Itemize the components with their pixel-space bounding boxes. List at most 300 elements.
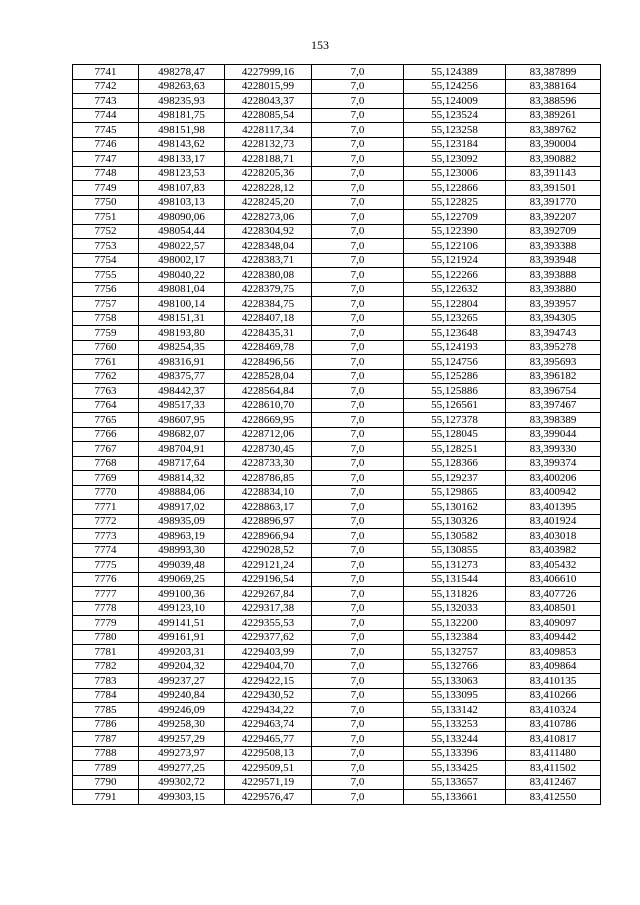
x-coordinate-cell: 498054,44	[139, 224, 225, 239]
x-coordinate-cell: 498081,04	[139, 282, 225, 297]
value-cell: 7,0	[312, 471, 404, 486]
y-coordinate-cell: 4228733,30	[225, 456, 312, 471]
point-number-cell: 7787	[73, 732, 139, 747]
latitude-cell: 55,131273	[404, 558, 506, 573]
point-number-cell: 7789	[73, 761, 139, 776]
y-coordinate-cell: 4228043,37	[225, 94, 312, 109]
x-coordinate-cell: 498375,77	[139, 369, 225, 384]
value-cell: 7,0	[312, 587, 404, 602]
latitude-cell: 55,133142	[404, 703, 506, 718]
value-cell: 7,0	[312, 674, 404, 689]
longitude-cell: 83,406610	[506, 572, 601, 587]
point-number-cell: 7768	[73, 456, 139, 471]
table-row	[73, 543, 601, 558]
latitude-cell: 55,127378	[404, 413, 506, 428]
value-cell: 7,0	[312, 485, 404, 500]
y-coordinate-cell: 4228669,95	[225, 413, 312, 428]
table-row	[73, 253, 601, 268]
y-coordinate-cell: 4229121,24	[225, 558, 312, 573]
table-row	[73, 355, 601, 370]
x-coordinate-cell: 499273,97	[139, 746, 225, 761]
latitude-cell: 55,124193	[404, 340, 506, 355]
latitude-cell: 55,133244	[404, 732, 506, 747]
point-number-cell: 7779	[73, 616, 139, 631]
y-coordinate-cell: 4228379,75	[225, 282, 312, 297]
value-cell: 7,0	[312, 717, 404, 732]
longitude-cell: 83,407726	[506, 587, 601, 602]
x-coordinate-cell: 498107,83	[139, 181, 225, 196]
latitude-cell: 55,129237	[404, 471, 506, 486]
longitude-cell: 83,391501	[506, 181, 601, 196]
value-cell: 7,0	[312, 630, 404, 645]
x-coordinate-cell: 498993,30	[139, 543, 225, 558]
point-number-cell: 7750	[73, 195, 139, 210]
value-cell: 7,0	[312, 558, 404, 573]
point-number-cell: 7772	[73, 514, 139, 529]
y-coordinate-cell: 4227999,16	[225, 65, 312, 80]
y-coordinate-cell: 4228786,85	[225, 471, 312, 486]
latitude-cell: 55,133253	[404, 717, 506, 732]
y-coordinate-cell: 4229434,22	[225, 703, 312, 718]
y-coordinate-cell: 4228348,04	[225, 239, 312, 254]
latitude-cell: 55,125286	[404, 369, 506, 384]
x-coordinate-cell: 499246,09	[139, 703, 225, 718]
value-cell: 7,0	[312, 761, 404, 776]
x-coordinate-cell: 499100,36	[139, 587, 225, 602]
x-coordinate-cell: 498316,91	[139, 355, 225, 370]
x-coordinate-cell: 498123,53	[139, 166, 225, 181]
value-cell: 7,0	[312, 181, 404, 196]
longitude-cell: 83,409097	[506, 616, 601, 631]
longitude-cell: 83,398389	[506, 413, 601, 428]
value-cell: 7,0	[312, 65, 404, 80]
x-coordinate-cell: 499161,91	[139, 630, 225, 645]
longitude-cell: 83,409442	[506, 630, 601, 645]
x-coordinate-cell: 498607,95	[139, 413, 225, 428]
y-coordinate-cell: 4228896,97	[225, 514, 312, 529]
longitude-cell: 83,388596	[506, 94, 601, 109]
point-number-cell: 7791	[73, 790, 139, 805]
value-cell: 7,0	[312, 340, 404, 355]
longitude-cell: 83,399374	[506, 456, 601, 471]
latitude-cell: 55,130326	[404, 514, 506, 529]
longitude-cell: 83,410266	[506, 688, 601, 703]
latitude-cell: 55,133657	[404, 775, 506, 790]
longitude-cell: 83,387899	[506, 65, 601, 80]
latitude-cell: 55,129865	[404, 485, 506, 500]
point-number-cell: 7770	[73, 485, 139, 500]
x-coordinate-cell: 499203,31	[139, 645, 225, 660]
point-number-cell: 7758	[73, 311, 139, 326]
longitude-cell: 83,408501	[506, 601, 601, 616]
point-number-cell: 7741	[73, 65, 139, 80]
table-row	[73, 529, 601, 544]
latitude-cell: 55,130582	[404, 529, 506, 544]
table-row	[73, 572, 601, 587]
longitude-cell: 83,409853	[506, 645, 601, 660]
y-coordinate-cell: 4228085,54	[225, 108, 312, 123]
y-coordinate-cell: 4228469,78	[225, 340, 312, 355]
value-cell: 7,0	[312, 239, 404, 254]
longitude-cell: 83,393888	[506, 268, 601, 283]
longitude-cell: 83,410135	[506, 674, 601, 689]
x-coordinate-cell: 498235,93	[139, 94, 225, 109]
y-coordinate-cell: 4228966,94	[225, 529, 312, 544]
latitude-cell: 55,133425	[404, 761, 506, 776]
table-row	[73, 340, 601, 355]
table-row	[73, 601, 601, 616]
table-row	[73, 717, 601, 732]
point-number-cell: 7753	[73, 239, 139, 254]
latitude-cell: 55,122390	[404, 224, 506, 239]
latitude-cell: 55,124756	[404, 355, 506, 370]
point-number-cell: 7749	[73, 181, 139, 196]
y-coordinate-cell: 4229430,52	[225, 688, 312, 703]
y-coordinate-cell: 4229571,19	[225, 775, 312, 790]
longitude-cell: 83,394305	[506, 311, 601, 326]
value-cell: 7,0	[312, 529, 404, 544]
point-number-cell: 7766	[73, 427, 139, 442]
table-row	[73, 181, 601, 196]
y-coordinate-cell: 4229576,47	[225, 790, 312, 805]
value-cell: 7,0	[312, 790, 404, 805]
point-number-cell: 7790	[73, 775, 139, 790]
latitude-cell: 55,121924	[404, 253, 506, 268]
table-row	[73, 703, 601, 718]
table-row	[73, 746, 601, 761]
table-row	[73, 558, 601, 573]
longitude-cell: 83,389762	[506, 123, 601, 138]
latitude-cell: 55,133095	[404, 688, 506, 703]
x-coordinate-cell: 499302,72	[139, 775, 225, 790]
x-coordinate-cell: 499240,84	[139, 688, 225, 703]
y-coordinate-cell: 4228383,71	[225, 253, 312, 268]
value-cell: 7,0	[312, 398, 404, 413]
table-row	[73, 123, 601, 138]
x-coordinate-cell: 499303,15	[139, 790, 225, 805]
x-coordinate-cell: 498002,17	[139, 253, 225, 268]
y-coordinate-cell: 4229317,38	[225, 601, 312, 616]
point-number-cell: 7756	[73, 282, 139, 297]
table-row	[73, 152, 601, 167]
point-number-cell: 7788	[73, 746, 139, 761]
latitude-cell: 55,123258	[404, 123, 506, 138]
latitude-cell: 55,123184	[404, 137, 506, 152]
latitude-cell: 55,130855	[404, 543, 506, 558]
point-number-cell: 7760	[73, 340, 139, 355]
latitude-cell: 55,126561	[404, 398, 506, 413]
value-cell: 7,0	[312, 746, 404, 761]
table-row	[73, 761, 601, 776]
x-coordinate-cell: 498100,14	[139, 297, 225, 312]
y-coordinate-cell: 4228435,31	[225, 326, 312, 341]
longitude-cell: 83,391143	[506, 166, 601, 181]
point-number-cell: 7769	[73, 471, 139, 486]
latitude-cell: 55,131826	[404, 587, 506, 602]
table-row	[73, 224, 601, 239]
longitude-cell: 83,388164	[506, 79, 601, 94]
value-cell: 7,0	[312, 282, 404, 297]
point-number-cell: 7745	[73, 123, 139, 138]
y-coordinate-cell: 4228730,45	[225, 442, 312, 457]
longitude-cell: 83,393388	[506, 239, 601, 254]
value-cell: 7,0	[312, 514, 404, 529]
latitude-cell: 55,132766	[404, 659, 506, 674]
value-cell: 7,0	[312, 601, 404, 616]
latitude-cell: 55,132384	[404, 630, 506, 645]
table-row	[73, 239, 601, 254]
point-number-cell: 7774	[73, 543, 139, 558]
x-coordinate-cell: 498935,09	[139, 514, 225, 529]
point-number-cell: 7785	[73, 703, 139, 718]
value-cell: 7,0	[312, 703, 404, 718]
point-number-cell: 7748	[73, 166, 139, 181]
latitude-cell: 55,132200	[404, 616, 506, 631]
table-row	[73, 790, 601, 805]
point-number-cell: 7752	[73, 224, 139, 239]
table-row	[73, 500, 601, 515]
longitude-cell: 83,389261	[506, 108, 601, 123]
value-cell: 7,0	[312, 645, 404, 660]
point-number-cell: 7771	[73, 500, 139, 515]
x-coordinate-cell: 498151,98	[139, 123, 225, 138]
y-coordinate-cell: 4229508,13	[225, 746, 312, 761]
point-number-cell: 7782	[73, 659, 139, 674]
longitude-cell: 83,393948	[506, 253, 601, 268]
table-row	[73, 775, 601, 790]
point-number-cell: 7776	[73, 572, 139, 587]
latitude-cell: 55,128251	[404, 442, 506, 457]
y-coordinate-cell: 4228245,20	[225, 195, 312, 210]
longitude-cell: 83,391770	[506, 195, 601, 210]
y-coordinate-cell: 4228132,73	[225, 137, 312, 152]
point-number-cell: 7755	[73, 268, 139, 283]
value-cell: 7,0	[312, 369, 404, 384]
table-row	[73, 384, 601, 399]
value-cell: 7,0	[312, 326, 404, 341]
y-coordinate-cell: 4229267,84	[225, 587, 312, 602]
longitude-cell: 83,401395	[506, 500, 601, 515]
longitude-cell: 83,403982	[506, 543, 601, 558]
y-coordinate-cell: 4228564,84	[225, 384, 312, 399]
x-coordinate-cell: 499069,25	[139, 572, 225, 587]
latitude-cell: 55,128045	[404, 427, 506, 442]
x-coordinate-cell: 498963,19	[139, 529, 225, 544]
x-coordinate-cell: 498022,57	[139, 239, 225, 254]
point-number-cell: 7777	[73, 587, 139, 602]
value-cell: 7,0	[312, 616, 404, 631]
value-cell: 7,0	[312, 137, 404, 152]
table-row	[73, 471, 601, 486]
table-row	[73, 413, 601, 428]
point-number-cell: 7754	[73, 253, 139, 268]
y-coordinate-cell: 4229509,51	[225, 761, 312, 776]
value-cell: 7,0	[312, 384, 404, 399]
y-coordinate-cell: 4228117,34	[225, 123, 312, 138]
x-coordinate-cell: 499123,10	[139, 601, 225, 616]
value-cell: 7,0	[312, 355, 404, 370]
point-number-cell: 7751	[73, 210, 139, 225]
x-coordinate-cell: 499039,48	[139, 558, 225, 573]
latitude-cell: 55,130162	[404, 500, 506, 515]
point-number-cell: 7773	[73, 529, 139, 544]
point-number-cell: 7763	[73, 384, 139, 399]
x-coordinate-cell: 498884,06	[139, 485, 225, 500]
longitude-cell: 83,400942	[506, 485, 601, 500]
value-cell: 7,0	[312, 775, 404, 790]
y-coordinate-cell: 4229422,15	[225, 674, 312, 689]
table-row	[73, 210, 601, 225]
table-row	[73, 94, 601, 109]
latitude-cell: 55,133063	[404, 674, 506, 689]
longitude-cell: 83,395693	[506, 355, 601, 370]
y-coordinate-cell: 4228273,06	[225, 210, 312, 225]
x-coordinate-cell: 498151,31	[139, 311, 225, 326]
x-coordinate-cell: 499141,51	[139, 616, 225, 631]
latitude-cell: 55,132033	[404, 601, 506, 616]
page-number: 153	[311, 38, 329, 52]
y-coordinate-cell: 4228380,08	[225, 268, 312, 283]
table-row	[73, 442, 601, 457]
latitude-cell: 55,128366	[404, 456, 506, 471]
value-cell: 7,0	[312, 427, 404, 442]
point-number-cell: 7744	[73, 108, 139, 123]
x-coordinate-cell: 498704,91	[139, 442, 225, 457]
y-coordinate-cell: 4228384,75	[225, 297, 312, 312]
table-row	[73, 398, 601, 413]
x-coordinate-cell: 498814,32	[139, 471, 225, 486]
x-coordinate-cell: 498193,80	[139, 326, 225, 341]
longitude-cell: 83,393880	[506, 282, 601, 297]
latitude-cell: 55,123524	[404, 108, 506, 123]
point-number-cell: 7761	[73, 355, 139, 370]
latitude-cell: 55,133661	[404, 790, 506, 805]
y-coordinate-cell: 4228528,04	[225, 369, 312, 384]
y-coordinate-cell: 4229196,54	[225, 572, 312, 587]
latitude-cell: 55,131544	[404, 572, 506, 587]
value-cell: 7,0	[312, 152, 404, 167]
longitude-cell: 83,390882	[506, 152, 601, 167]
value-cell: 7,0	[312, 659, 404, 674]
table-row	[73, 65, 601, 80]
value-cell: 7,0	[312, 543, 404, 558]
x-coordinate-cell: 498517,33	[139, 398, 225, 413]
longitude-cell: 83,403018	[506, 529, 601, 544]
x-coordinate-cell: 498040,22	[139, 268, 225, 283]
longitude-cell: 83,411480	[506, 746, 601, 761]
longitude-cell: 83,410817	[506, 732, 601, 747]
latitude-cell: 55,132757	[404, 645, 506, 660]
latitude-cell: 55,123092	[404, 152, 506, 167]
point-number-cell: 7783	[73, 674, 139, 689]
y-coordinate-cell: 4228834,10	[225, 485, 312, 500]
longitude-cell: 83,410324	[506, 703, 601, 718]
y-coordinate-cell: 4228228,12	[225, 181, 312, 196]
y-coordinate-cell: 4228304,92	[225, 224, 312, 239]
latitude-cell: 55,124009	[404, 94, 506, 109]
table-row	[73, 659, 601, 674]
coordinates-table-body	[73, 65, 601, 805]
x-coordinate-cell: 498090,06	[139, 210, 225, 225]
table-row	[73, 268, 601, 283]
x-coordinate-cell: 498143,62	[139, 137, 225, 152]
value-cell: 7,0	[312, 413, 404, 428]
table-row	[73, 166, 601, 181]
coordinates-table	[72, 64, 601, 805]
latitude-cell: 55,122266	[404, 268, 506, 283]
table-row	[73, 326, 601, 341]
longitude-cell: 83,400206	[506, 471, 601, 486]
table-row	[73, 587, 601, 602]
latitude-cell: 55,125886	[404, 384, 506, 399]
y-coordinate-cell: 4228188,71	[225, 152, 312, 167]
y-coordinate-cell: 4228496,56	[225, 355, 312, 370]
y-coordinate-cell: 4229404,70	[225, 659, 312, 674]
latitude-cell: 55,133396	[404, 746, 506, 761]
table-row	[73, 195, 601, 210]
value-cell: 7,0	[312, 442, 404, 457]
value-cell: 7,0	[312, 297, 404, 312]
point-number-cell: 7786	[73, 717, 139, 732]
latitude-cell: 55,122709	[404, 210, 506, 225]
y-coordinate-cell: 4228712,06	[225, 427, 312, 442]
table-row	[73, 485, 601, 500]
value-cell: 7,0	[312, 253, 404, 268]
table-row	[73, 645, 601, 660]
point-number-cell: 7765	[73, 413, 139, 428]
table-row	[73, 108, 601, 123]
longitude-cell: 83,392207	[506, 210, 601, 225]
x-coordinate-cell: 498133,17	[139, 152, 225, 167]
longitude-cell: 83,394743	[506, 326, 601, 341]
latitude-cell: 55,123265	[404, 311, 506, 326]
value-cell: 7,0	[312, 456, 404, 471]
point-number-cell: 7780	[73, 630, 139, 645]
point-number-cell: 7742	[73, 79, 139, 94]
y-coordinate-cell: 4229028,52	[225, 543, 312, 558]
longitude-cell: 83,392709	[506, 224, 601, 239]
table-row	[73, 369, 601, 384]
y-coordinate-cell: 4229377,62	[225, 630, 312, 645]
point-number-cell: 7757	[73, 297, 139, 312]
value-cell: 7,0	[312, 123, 404, 138]
x-coordinate-cell: 498442,37	[139, 384, 225, 399]
y-coordinate-cell: 4229403,99	[225, 645, 312, 660]
longitude-cell: 83,399330	[506, 442, 601, 457]
x-coordinate-cell: 498682,07	[139, 427, 225, 442]
x-coordinate-cell: 499257,29	[139, 732, 225, 747]
latitude-cell: 55,122632	[404, 282, 506, 297]
longitude-cell: 83,397467	[506, 398, 601, 413]
longitude-cell: 83,401924	[506, 514, 601, 529]
x-coordinate-cell: 499204,32	[139, 659, 225, 674]
longitude-cell: 83,412467	[506, 775, 601, 790]
point-number-cell: 7747	[73, 152, 139, 167]
value-cell: 7,0	[312, 224, 404, 239]
table-row	[73, 79, 601, 94]
x-coordinate-cell: 498717,64	[139, 456, 225, 471]
table-row	[73, 514, 601, 529]
table-row	[73, 282, 601, 297]
x-coordinate-cell: 498254,35	[139, 340, 225, 355]
x-coordinate-cell: 498278,47	[139, 65, 225, 80]
value-cell: 7,0	[312, 500, 404, 515]
value-cell: 7,0	[312, 210, 404, 225]
y-coordinate-cell: 4229355,53	[225, 616, 312, 631]
value-cell: 7,0	[312, 94, 404, 109]
longitude-cell: 83,399044	[506, 427, 601, 442]
table-row	[73, 311, 601, 326]
